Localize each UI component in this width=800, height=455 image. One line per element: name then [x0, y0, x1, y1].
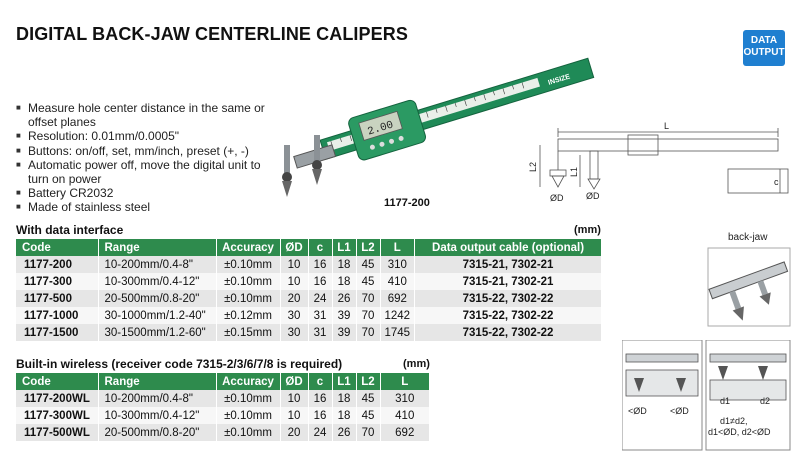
cell-cable: 7315-22, 7302-22: [415, 290, 602, 307]
cell-accuracy: ±0.10mm: [216, 390, 280, 407]
feature-list: [16, 101, 266, 215]
cell-accuracy: ±0.10mm: [216, 424, 280, 441]
dim-c: c: [774, 177, 779, 187]
cell-accuracy: ±0.10mm: [216, 290, 280, 307]
cell-l1: 39: [332, 307, 356, 324]
display-reading: 2.00: [366, 119, 396, 139]
feature-item: ■ Automatic power off, move the digital unit to turn on power: [16, 158, 266, 186]
table-row: [16, 407, 430, 424]
brand-text: INSIZE: [547, 73, 572, 87]
col-od: ØD: [280, 239, 308, 256]
cell-c: 16: [308, 390, 332, 407]
back-jaw-label: back-jaw: [728, 232, 768, 243]
cell-cable: 7315-21, 7302-21: [415, 256, 602, 273]
cell-l2: 70: [356, 324, 380, 341]
feature-item: ■ Battery CR2032: [16, 186, 266, 200]
cell-cable: 7315-21, 7302-21: [415, 273, 602, 290]
col-c: c: [308, 239, 332, 256]
col-range: Range: [98, 239, 216, 256]
product-code-label: 1177-200: [384, 197, 430, 209]
cell-range: 30-1000mm/1.2-40": [98, 307, 216, 324]
table2-title: Built-in wireless (receiver code 7315-2/3/6/7/8 is required): [16, 357, 343, 371]
cell-l2: 45: [356, 390, 380, 407]
label-rule-1: d1≠d2,: [720, 416, 748, 426]
cell-od: 30: [280, 307, 308, 324]
col-l1: L1: [332, 239, 356, 256]
spec-table-data-interface: [16, 239, 602, 341]
col-od: ØD: [280, 373, 308, 390]
col-l2: L2: [356, 373, 380, 390]
cell-od: 10: [280, 407, 308, 424]
dim-L2: L2: [528, 161, 538, 172]
cell-accuracy: ±0.10mm: [216, 256, 280, 273]
table1-title: With data interface: [16, 223, 124, 237]
cell-accuracy: ±0.15mm: [216, 324, 280, 341]
cell-l: 1745: [380, 324, 415, 341]
dimension-drawing: [528, 115, 790, 215]
cell-l1: 26: [332, 290, 356, 307]
cell-c: 24: [308, 424, 332, 441]
cell-l1: 18: [332, 256, 356, 273]
cell-code: 1177-1500: [16, 324, 98, 341]
cell-c: 16: [308, 256, 332, 273]
label-d2: d2: [760, 396, 771, 406]
table-row: [16, 256, 602, 273]
cell-l2: 70: [356, 307, 380, 324]
cell-l: 692: [380, 290, 415, 307]
cell-code: 1177-200WL: [16, 390, 98, 407]
page-title: DIGITAL BACK-JAW CENTERLINE CALIPERS: [16, 24, 408, 44]
col-code: Code: [16, 239, 98, 256]
cell-l2: 45: [356, 273, 380, 290]
cell-l1: 18: [332, 273, 356, 290]
offset-plane-diagram: [622, 340, 792, 452]
col-code: Code: [16, 373, 98, 390]
cell-code: 1177-1000: [16, 307, 98, 324]
cell-c: 16: [308, 273, 332, 290]
cell-l1: 26: [332, 424, 356, 441]
cell-od: 10: [280, 256, 308, 273]
badge-line-2: OUTPUT: [743, 47, 785, 58]
cell-range: 10-200mm/0.4-8": [98, 256, 216, 273]
cell-c: 31: [308, 324, 332, 341]
cell-od: 10: [280, 273, 308, 290]
label-d1: d1: [720, 396, 731, 406]
cell-range: 20-500mm/0.8-20": [98, 424, 216, 441]
badge-line-1: DATA: [750, 35, 778, 46]
cell-l: 410: [380, 407, 430, 424]
cell-l: 410: [380, 273, 415, 290]
table-row: [16, 273, 602, 290]
table-row: [16, 307, 602, 324]
cell-l: 1242: [380, 307, 415, 324]
cell-l1: 18: [332, 390, 356, 407]
cell-range: 10-300mm/0.4-12": [98, 273, 216, 290]
label-od-right: <ØD: [670, 406, 689, 416]
cell-c: 16: [308, 407, 332, 424]
table-row: [16, 290, 602, 307]
cell-code: 1177-500: [16, 290, 98, 307]
back-jaw-drawing: [700, 230, 795, 330]
cell-accuracy: ±0.10mm: [216, 407, 280, 424]
cell-l2: 45: [356, 256, 380, 273]
col-l1: L1: [332, 373, 356, 390]
cell-c: 31: [308, 307, 332, 324]
cell-l2: 70: [356, 424, 380, 441]
table2-unit: (mm): [403, 358, 430, 370]
spec-table-wireless: [16, 373, 430, 441]
cell-range: 30-1500mm/1.2-60": [98, 324, 216, 341]
cell-od: 10: [280, 390, 308, 407]
data-output-badge: [743, 30, 785, 66]
col-accuracy: Accuracy: [216, 239, 280, 256]
cell-c: 24: [308, 290, 332, 307]
dim-d-left: ØD: [550, 193, 564, 203]
feature-item: ■ Buttons: on/off, set, mm/inch, preset (+, -): [16, 144, 266, 158]
cell-od: 20: [280, 424, 308, 441]
cell-l: 310: [380, 256, 415, 273]
cell-od: 30: [280, 324, 308, 341]
dim-L: L: [664, 121, 670, 131]
cell-code: 1177-200: [16, 256, 98, 273]
cell-code: 1177-500WL: [16, 424, 98, 441]
dim-L1: L1: [569, 166, 579, 177]
cell-l: 310: [380, 390, 430, 407]
cell-code: 1177-300WL: [16, 407, 98, 424]
feature-item: ■ Measure hole center distance in the same or offset planes: [16, 101, 266, 129]
table-row: [16, 324, 602, 341]
col-accuracy: Accuracy: [216, 373, 280, 390]
col-l: L: [380, 239, 415, 256]
col-cable: Data output cable (optional): [415, 239, 602, 256]
cell-range: 10-200mm/0.4-8": [98, 390, 216, 407]
table-row: [16, 424, 430, 441]
cell-od: 20: [280, 290, 308, 307]
cell-l1: 39: [332, 324, 356, 341]
cell-l2: 70: [356, 290, 380, 307]
feature-item: ■ Made of stainless steel: [16, 200, 266, 214]
col-l: L: [380, 373, 430, 390]
cell-accuracy: ±0.10mm: [216, 273, 280, 290]
table-row: [16, 390, 430, 407]
feature-item: ■ Resolution: 0.01mm/0.0005": [16, 129, 266, 143]
cell-l: 692: [380, 424, 430, 441]
label-rule-2: d1<ØD, d2<ØD: [708, 427, 771, 437]
cell-cable: 7315-22, 7302-22: [415, 324, 602, 341]
label-od-left: <ØD: [628, 406, 647, 416]
dim-d-right: ØD: [586, 191, 600, 201]
cell-l2: 45: [356, 407, 380, 424]
cell-code: 1177-300: [16, 273, 98, 290]
col-c: c: [308, 373, 332, 390]
cell-range: 20-500mm/0.8-20": [98, 290, 216, 307]
cell-l1: 18: [332, 407, 356, 424]
cell-cable: 7315-22, 7302-22: [415, 307, 602, 324]
col-l2: L2: [356, 239, 380, 256]
table1-unit: (mm): [574, 224, 601, 236]
col-range: Range: [98, 373, 216, 390]
cell-accuracy: ±0.12mm: [216, 307, 280, 324]
cell-range: 10-300mm/0.4-12": [98, 407, 216, 424]
